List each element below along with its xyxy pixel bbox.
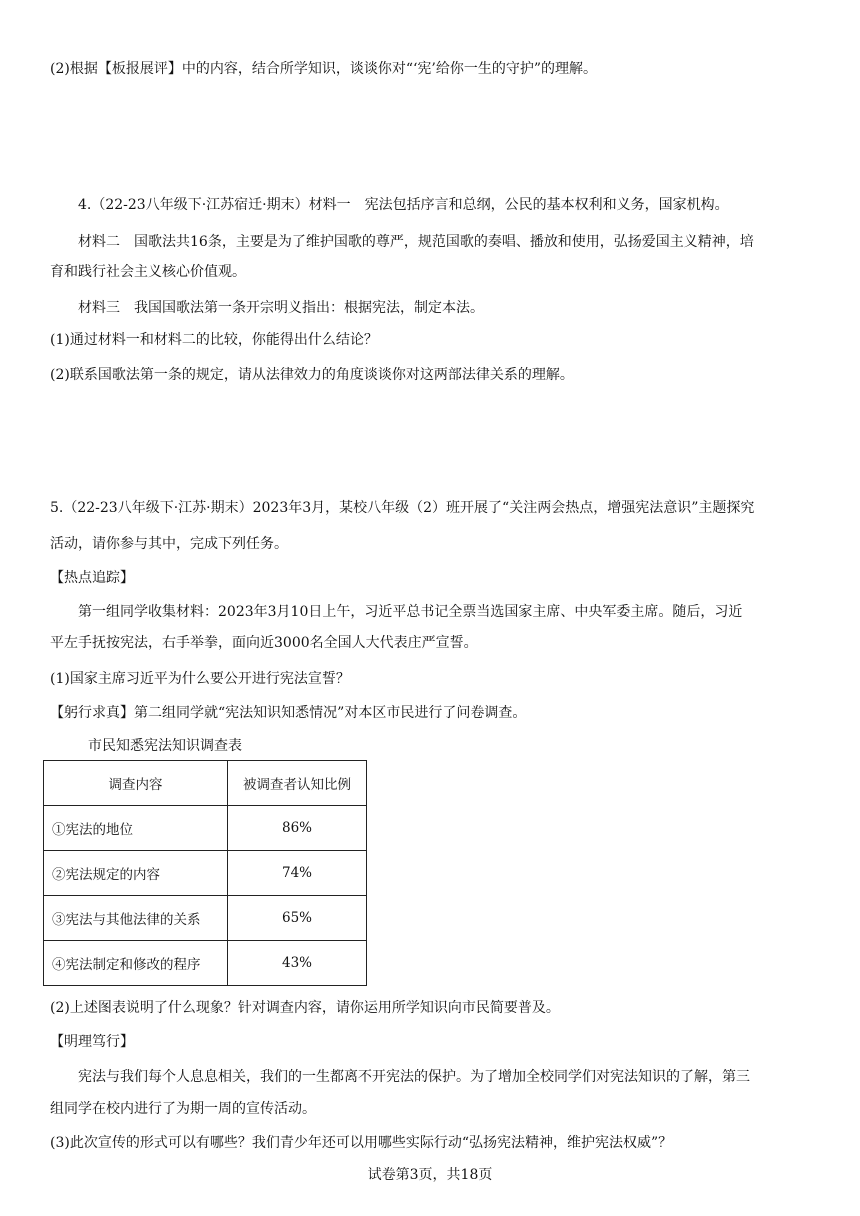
q3-sub2: (2)根据【板报展评】中的内容，结合所学知识，谈谈你对“‘宪’给你一生的守护”的理解。 — [50, 61, 598, 77]
page-footer: 试卷第3页，共18页 — [367, 1167, 493, 1183]
q5-header-line2: 活动，请你参与其中，完成下列任务。 — [50, 536, 288, 552]
table-row — [44, 851, 367, 896]
q5-header-line1: 5.（22-23八年级下·江苏·期末）2023年3月，某校八年级（2）班开展了“关注两会热点，增强宪法意识”主题探究 — [50, 500, 755, 516]
q5-sub1: (1)国家主席习近平为什么要公开进行宪法宣誓？ — [50, 671, 350, 687]
table-cell: ②宪法规定的内容 — [44, 851, 228, 896]
survey-table — [43, 760, 367, 986]
table-cell: 86% — [228, 806, 367, 851]
q4-sub2: (2)联系国歌法第一条的规定，请从法律效力的角度谈谈你对这两部法律关系的理解。 — [50, 367, 574, 383]
q4-sub1: (1)通过材料一和材料二的比较，你能得出什么结论？ — [50, 332, 378, 348]
table-cell: 65% — [228, 896, 367, 941]
table-caption: 市民知悉宪法知识调查表 — [88, 738, 242, 754]
table-cell: ①宪法的地位 — [44, 806, 228, 851]
table-header-row — [44, 761, 367, 806]
table-cell: ③宪法与其他法律的关系 — [44, 896, 228, 941]
q5-sub2: (2)上述图表说明了什么现象？针对调查内容，请你运用所学知识向市民简要普及。 — [50, 1000, 560, 1016]
table-row — [44, 806, 367, 851]
q5-section-hot-text-line2: 平左手抚按宪法，右手举拳，面向近3000名全国人大代表庄严宣誓。 — [50, 635, 478, 651]
q5-section-survey-line: 【躬行求真】第二组同学就“宪法知识知悉情况”对本区市民进行了问卷调查。 — [50, 705, 527, 721]
q5-section-hot-title: 【热点追踪】 — [50, 570, 134, 586]
q5-section-hot-text-line1: 第一组同学收集材料：2023年3月10日上午，习近平总书记全票当选国家主席、中央军委主席。随后，习近 — [78, 604, 743, 620]
q4-material2-line2: 育和践行社会主义核心价值观。 — [50, 264, 246, 280]
q5-sub3: (3)此次宣传的形式可以有哪些？我们青少年还可以用哪些实际行动“弘扬宪法精神，维护宪法权威”？ — [50, 1135, 673, 1151]
q5-section-practice-title: 【明理笃行】 — [50, 1034, 134, 1050]
table-header-cell: 调查内容 — [44, 761, 228, 806]
table-cell: 43% — [228, 941, 367, 986]
table-cell: 74% — [228, 851, 367, 896]
table-header-cell: 被调查者认知比例 — [228, 761, 367, 806]
q5-section-practice-text-line1: 宪法与我们每个人息息相关，我们的一生都离不开宪法的保护。为了增加全校同学们对宪法知识的了解，第三 — [78, 1069, 750, 1085]
q4-material2-line1: 材料二 国歌法共16条，主要是为了维护国歌的尊严，规范国歌的奏唱、播放和使用，弘扬爱国主义精神，培 — [78, 234, 754, 250]
table-cell: ④宪法制定和修改的程序 — [44, 941, 228, 986]
table-row — [44, 941, 367, 986]
q4-header: 4.（22-23八年级下·江苏宿迁·期末）材料一 宪法包括序言和总纲，公民的基本权利和义务，国家机构。 — [78, 197, 729, 213]
q4-material3: 材料三 我国国歌法第一条开宗明义指出：根据宪法，制定本法。 — [78, 300, 484, 316]
table-row — [44, 896, 367, 941]
q5-section-practice-text-line2: 组同学在校内进行了为期一周的宣传活动。 — [50, 1101, 316, 1117]
